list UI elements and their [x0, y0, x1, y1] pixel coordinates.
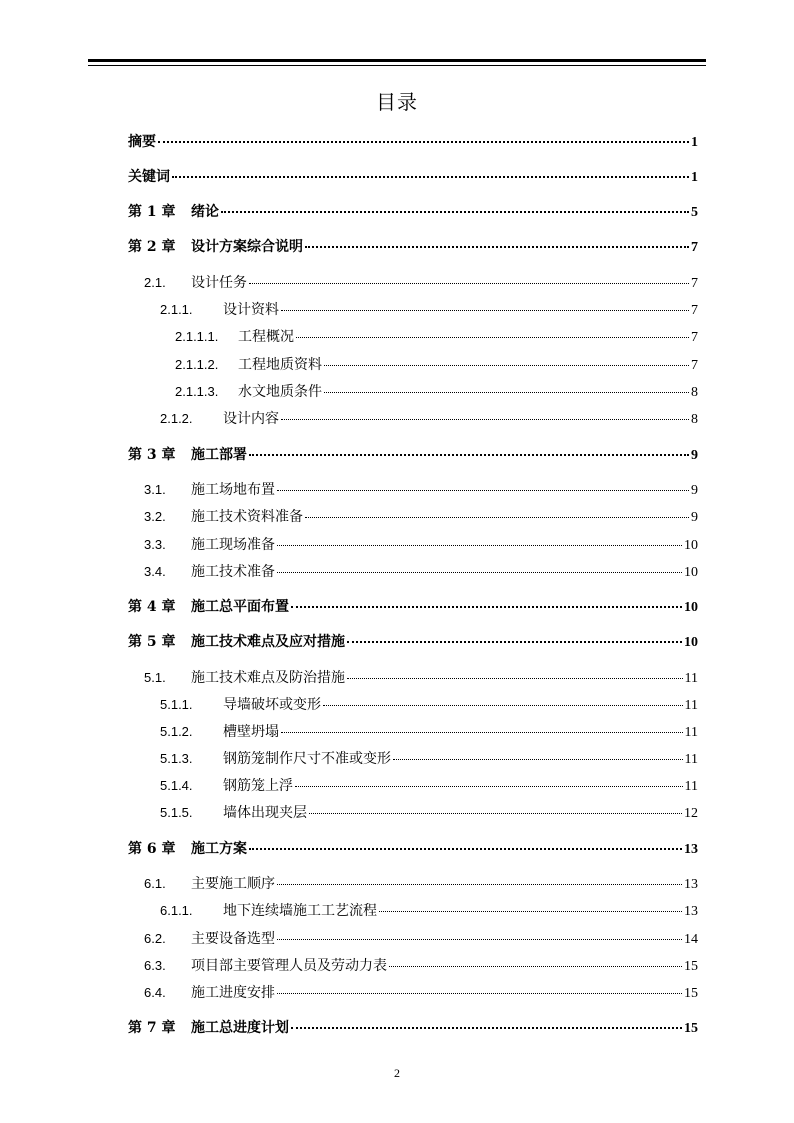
toc-entry-label: 施工部署 — [191, 447, 247, 463]
toc-entry[interactable] — [128, 408, 698, 428]
toc-entry-number: 6.2. — [144, 931, 166, 946]
toc-entry-label: 导墙破坏或变形 — [223, 697, 321, 713]
toc-leader-dots — [389, 966, 682, 967]
toc-entry[interactable] — [128, 272, 698, 292]
toc-entry-number: 5.1.2. — [160, 724, 193, 739]
toc-entry-number: 2.1.1.3. — [175, 384, 219, 399]
toc-entry-number: 5.1. — [144, 670, 166, 685]
toc-entry-label: 施工现场准备 — [191, 537, 275, 553]
toc-entry-page: 7 — [691, 330, 698, 345]
toc-entry-label: 关键词 — [128, 169, 170, 185]
toc-entry[interactable] — [128, 326, 698, 346]
toc-leader-dots — [277, 490, 689, 491]
toc-entry[interactable] — [128, 928, 698, 948]
toc-entry-page: 7 — [691, 240, 698, 255]
toc-entry-page: 11 — [684, 752, 698, 767]
toc-entry-label: 水文地质条件 — [238, 384, 322, 400]
toc-entry-number: 2.1. — [144, 275, 166, 290]
toc-entry-number: 3.4. — [144, 564, 166, 579]
toc-entry-number: 5.1.5. — [160, 805, 193, 820]
toc-entry-label: 设计内容 — [223, 411, 279, 427]
toc-leader-dots — [277, 993, 682, 994]
toc-entry-label: 施工方案 — [191, 841, 247, 857]
toc-entry-number: 2.1.2. — [160, 411, 193, 426]
toc-entry-label: 施工总进度计划 — [191, 1020, 289, 1036]
toc-leader-dots — [324, 365, 689, 366]
toc-entry-page: 10 — [684, 538, 698, 553]
toc-entry[interactable] — [128, 534, 698, 554]
toc-entry[interactable] — [128, 955, 698, 975]
toc-entry-page: 1 — [691, 135, 698, 150]
toc-leader-dots — [305, 517, 689, 518]
toc-entry[interactable] — [128, 982, 698, 1002]
toc-entry-label: 工程地质资料 — [238, 357, 322, 373]
toc-entry-number: 6.1. — [144, 876, 166, 891]
toc-entry-label: 施工技术难点及应对措施 — [191, 634, 345, 650]
toc-entry-page: 7 — [691, 276, 698, 291]
page-number: 2 — [394, 1066, 400, 1080]
toc-leader-dots — [281, 310, 689, 311]
toc-entry-label: 摘要 — [128, 134, 156, 150]
toc-entry[interactable] — [128, 299, 698, 319]
toc-entry[interactable] — [128, 479, 698, 499]
toc-entry-number: 6.3. — [144, 958, 166, 973]
toc-entry-label: 墙体出现夹层 — [223, 805, 307, 821]
toc-entry-number: 第 5 章 — [128, 634, 176, 650]
toc-entry-page: 11 — [684, 698, 698, 713]
toc-entry-number: 6.4. — [144, 985, 166, 1000]
toc-entry-number: 第 7 章 — [128, 1020, 176, 1036]
toc-entry-page: 1 — [691, 170, 698, 185]
toc-leader-dots — [277, 884, 682, 885]
toc-entry-number: 第 2 章 — [128, 239, 176, 255]
toc-entry-page: 8 — [691, 412, 698, 427]
toc-entry-number: 6.1.1. — [160, 903, 193, 918]
toc-leader-dots — [249, 454, 689, 456]
toc-leader-dots — [305, 246, 689, 248]
toc-entry-number: 第 6 章 — [128, 841, 176, 857]
toc-entry-number: 5.1.4. — [160, 778, 193, 793]
toc-leader-dots — [379, 911, 682, 912]
toc-entry-page: 13 — [684, 842, 698, 857]
toc-entry-number: 2.1.1. — [160, 302, 193, 317]
toc-entry-label: 项目部主要管理人员及劳动力表 — [191, 958, 387, 974]
toc-entry-label: 施工技术准备 — [191, 564, 275, 580]
toc-entry-page: 10 — [684, 600, 698, 615]
toc-leader-dots — [277, 545, 682, 546]
toc-leader-dots — [295, 786, 683, 787]
toc-entry-page: 14 — [684, 932, 698, 947]
toc-entry[interactable] — [128, 131, 698, 151]
toc-entry-page: 12 — [684, 806, 698, 821]
toc-entry-page: 5 — [691, 205, 698, 220]
toc-entry-page: 7 — [691, 358, 698, 373]
toc-entry[interactable] — [128, 775, 698, 795]
toc-leader-dots — [277, 939, 682, 940]
toc-entry-page: 11 — [684, 725, 698, 740]
toc-entry-label: 槽壁坍塌 — [223, 724, 279, 740]
table-of-contents — [128, 0, 698, 1123]
toc-entry[interactable] — [128, 354, 698, 374]
toc-entry[interactable] — [128, 900, 698, 920]
toc-entry-number: 5.1.3. — [160, 751, 193, 766]
toc-entry-page: 9 — [691, 448, 698, 463]
toc-entry-page: 15 — [684, 1021, 698, 1036]
toc-leader-dots — [281, 732, 683, 733]
toc-entry-page: 15 — [684, 986, 698, 1001]
toc-entry[interactable] — [128, 561, 698, 581]
toc-leader-dots — [393, 759, 683, 760]
toc-leader-dots — [221, 211, 689, 213]
toc-entry-page: 15 — [684, 959, 698, 974]
toc-entry-label: 钢筋笼制作尺寸不准或变形 — [223, 751, 391, 767]
toc-entry[interactable] — [128, 1017, 698, 1037]
toc-entry-page: 11 — [684, 779, 698, 794]
toc-entry-page: 10 — [684, 635, 698, 650]
toc-entry-label: 地下连续墙施工工艺流程 — [223, 903, 377, 919]
toc-leader-dots — [347, 678, 683, 679]
toc-entry-page: 7 — [691, 303, 698, 318]
toc-entry-label: 施工场地布置 — [191, 482, 275, 498]
toc-entry[interactable] — [128, 236, 698, 256]
toc-entry[interactable] — [128, 802, 698, 822]
toc-entry-page: 13 — [684, 877, 698, 892]
toc-entry[interactable] — [128, 444, 698, 464]
toc-leader-dots — [323, 705, 683, 706]
toc-entry[interactable] — [128, 721, 698, 741]
toc-entry-number: 5.1.1. — [160, 697, 193, 712]
toc-entry[interactable] — [128, 596, 698, 616]
toc-leader-dots — [309, 813, 682, 814]
toc-entry-label: 施工总平面布置 — [191, 599, 289, 615]
toc-entry-page: 9 — [691, 483, 698, 498]
toc-leader-dots — [296, 337, 689, 338]
toc-entry-label: 施工技术难点及防治措施 — [191, 670, 345, 686]
toc-entry-number: 2.1.1.1. — [175, 329, 219, 344]
toc-entry-number: 第 3 章 — [128, 447, 176, 463]
toc-entry-page: 13 — [684, 904, 698, 919]
toc-entry-number: 3.1. — [144, 482, 166, 497]
toc-entry[interactable] — [128, 381, 698, 401]
toc-entry-label: 施工进度安排 — [191, 985, 275, 1001]
toc-entry[interactable] — [128, 201, 698, 221]
toc-entry-page: 10 — [684, 565, 698, 580]
toc-entry[interactable] — [128, 748, 698, 768]
toc-leader-dots — [158, 141, 689, 143]
toc-entry-page: 11 — [684, 671, 698, 686]
toc-entry-number: 第 4 章 — [128, 599, 176, 615]
toc-entry[interactable] — [128, 873, 698, 893]
toc-entry-label: 绪论 — [191, 204, 219, 220]
toc-entry-number: 3.3. — [144, 537, 166, 552]
toc-leader-dots — [172, 176, 689, 178]
toc-entry[interactable] — [128, 838, 698, 858]
toc-entry[interactable] — [128, 694, 698, 714]
toc-entry-label: 施工技术资料准备 — [191, 509, 303, 525]
toc-leader-dots — [291, 606, 682, 608]
toc-entry[interactable] — [128, 506, 698, 526]
toc-entry-label: 设计方案综合说明 — [191, 239, 303, 255]
toc-leader-dots — [281, 419, 689, 420]
toc-entry-page: 9 — [691, 510, 698, 525]
toc-entry-number: 3.2. — [144, 509, 166, 524]
toc-entry-number: 第 1 章 — [128, 204, 176, 220]
toc-leader-dots — [249, 848, 682, 850]
toc-leader-dots — [324, 392, 689, 393]
toc-entry[interactable] — [128, 166, 698, 186]
toc-entry-label: 主要设备选型 — [191, 931, 275, 947]
toc-entry-label: 工程概况 — [238, 329, 294, 345]
toc-entry[interactable] — [128, 667, 698, 687]
toc-entry-label: 设计资料 — [223, 302, 279, 318]
toc-entry[interactable] — [128, 631, 698, 651]
toc-leader-dots — [291, 1027, 682, 1029]
toc-entry-label: 主要施工顺序 — [191, 876, 275, 892]
toc-entry-page: 8 — [691, 385, 698, 400]
toc-title: 目录 — [376, 90, 418, 114]
toc-entry-label: 设计任务 — [191, 275, 247, 291]
toc-entry-number: 2.1.1.2. — [175, 357, 219, 372]
toc-entry-label: 钢筋笼上浮 — [223, 778, 293, 794]
toc-leader-dots — [249, 283, 689, 284]
toc-leader-dots — [347, 641, 682, 643]
toc-leader-dots — [277, 572, 682, 573]
